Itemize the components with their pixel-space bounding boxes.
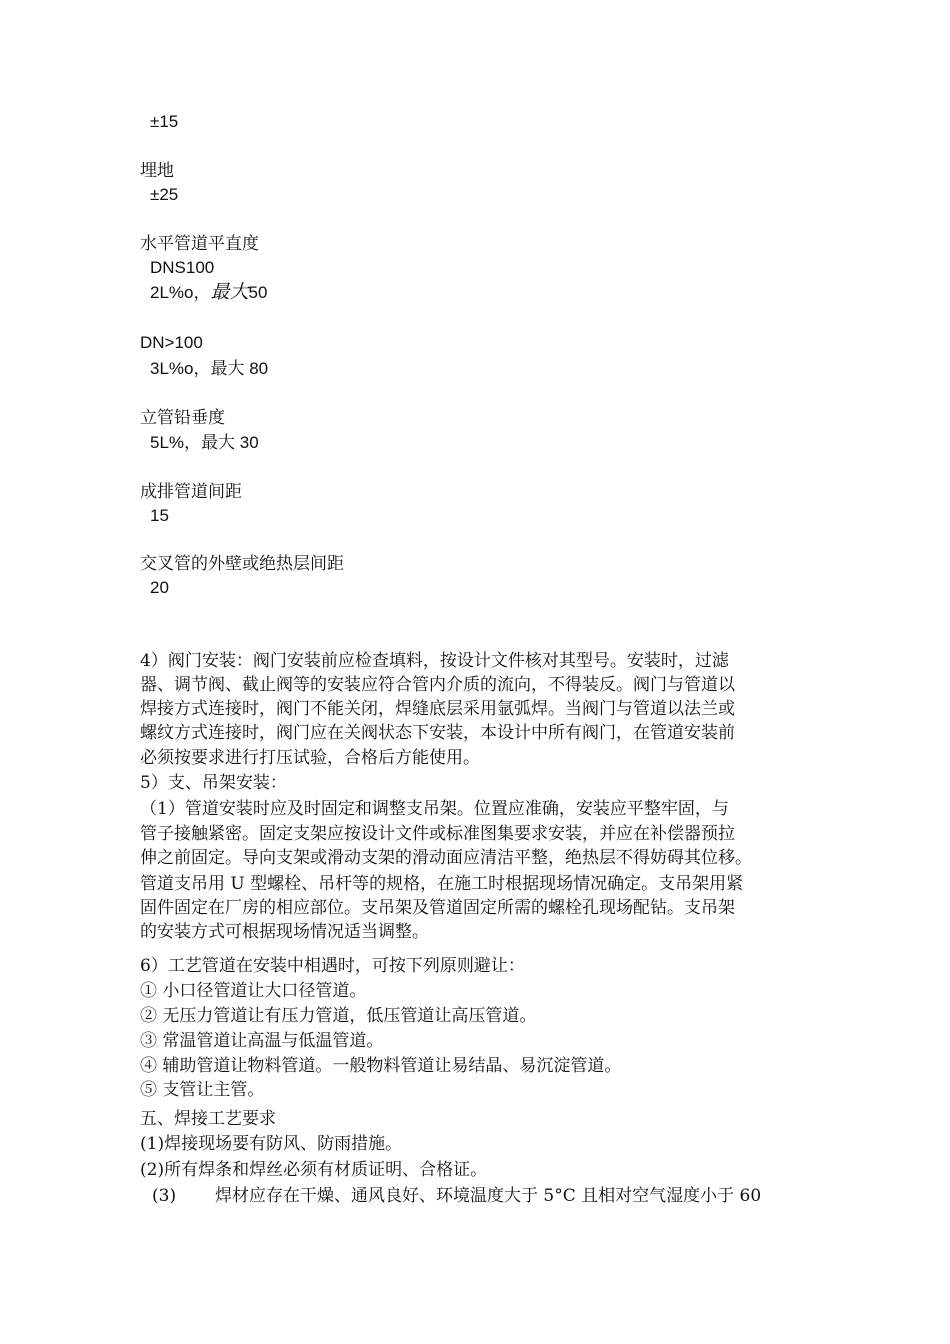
- dn-small-label: DNS100: [150, 258, 215, 277]
- buried-label: 埋地: [140, 161, 174, 181]
- row-spacing-label: 成排管道间距: [140, 482, 242, 502]
- list-item: ③ 常温管道让高温与低温管道。: [140, 1031, 384, 1051]
- list-item: 焊材应存在干燥、通风良好、环境温度大于 5°C 且相对空气湿度小于 60: [215, 1186, 762, 1206]
- section-heading: 5）支、吊架安装：: [140, 773, 287, 793]
- dn-small-value-b: 最大: [210, 282, 249, 303]
- dn-large-value: 3L%o，最大 80: [150, 359, 269, 378]
- list-item: ② 无压力管道让有压力管道，低压管道让高压管道。: [140, 1006, 537, 1026]
- chapter-heading: 五、焊接工艺要求: [140, 1109, 276, 1129]
- cross-spacing-value: 20: [150, 578, 169, 597]
- cross-spacing-label: 交叉管的外壁或绝热层间距: [140, 554, 344, 574]
- body-line: 管道支吊用 U 型螺栓、吊杆等的规格，在施工时根据现场情况确定。支吊架用紧: [140, 874, 744, 894]
- list-item: (1)焊接现场要有防风、防雨措施。: [140, 1134, 403, 1154]
- body-line: 器、调节阀、截止阀等的安装应符合管内介质的流向，不得装反。阀门与管道以: [140, 675, 735, 695]
- list-item: (2)所有焊条和焊丝必须有材质证明、合格证。: [140, 1160, 488, 1180]
- list-item: ① 小口径管道让大口径管道。: [140, 981, 367, 1001]
- body-line: 螺纹方式连接时，阀门应在关阀状态下安装，本设计中所有阀门，在管道安装前: [140, 723, 735, 743]
- body-line: 4）阀门安装：阀门安装前应检查填料，按设计文件核对其型号。安装时，过滤: [140, 651, 729, 671]
- row-spacing-value: 15: [150, 506, 169, 525]
- body-line: 必须按要求进行打压试验，合格后方能使用。: [140, 748, 480, 768]
- dn-large-label: DN>100: [140, 333, 203, 352]
- body-line: 伸之前固定。导向支架或滑动支架的滑动面应清洁平整，绝热层不得妨碍其位移。: [140, 848, 752, 868]
- tolerance-value: ±25: [150, 185, 179, 204]
- body-line: 管子接触紧密。固定支架应按设计文件或标准图集要求安装，并应在补偿器预拉: [140, 824, 735, 844]
- dn-small-value: [150, 282, 267, 304]
- list-item: ⑤ 支管让主管。: [140, 1080, 265, 1100]
- horizontal-straightness-label: 水平管道平直度: [140, 234, 259, 254]
- body-line: 固件固定在厂房的相应部位。支吊架及管道固定所需的螺栓孔现场配钻。支吊架: [140, 898, 735, 918]
- section-heading: 6）工艺管道在安装中相遇时，可按下列原则避让：: [140, 956, 525, 976]
- list-item: ④ 辅助管道让物料管道。一般物料管道让易结晶、易沉淀管道。: [140, 1056, 622, 1076]
- list-item-number: (3): [152, 1186, 177, 1206]
- dn-small-value-a: 2L%o，: [150, 283, 211, 302]
- body-line: （1）管道安装时应及时固定和调整支吊架。位置应准确，安装应平整牢固，与: [140, 799, 729, 819]
- dn-small-value-c: 50: [248, 283, 268, 302]
- riser-plumb-label: 立管铅垂度: [140, 408, 225, 428]
- tolerance-value: ±15: [150, 112, 179, 131]
- riser-plumb-value: 5L%，最大 30: [150, 433, 259, 452]
- body-line: 焊接方式连接时，阀门不能关闭，焊缝底层采用氩弧焊。当阀门与管道以法兰或: [140, 699, 735, 719]
- body-line: 的安装方式可根据现场情况适当调整。: [140, 922, 429, 942]
